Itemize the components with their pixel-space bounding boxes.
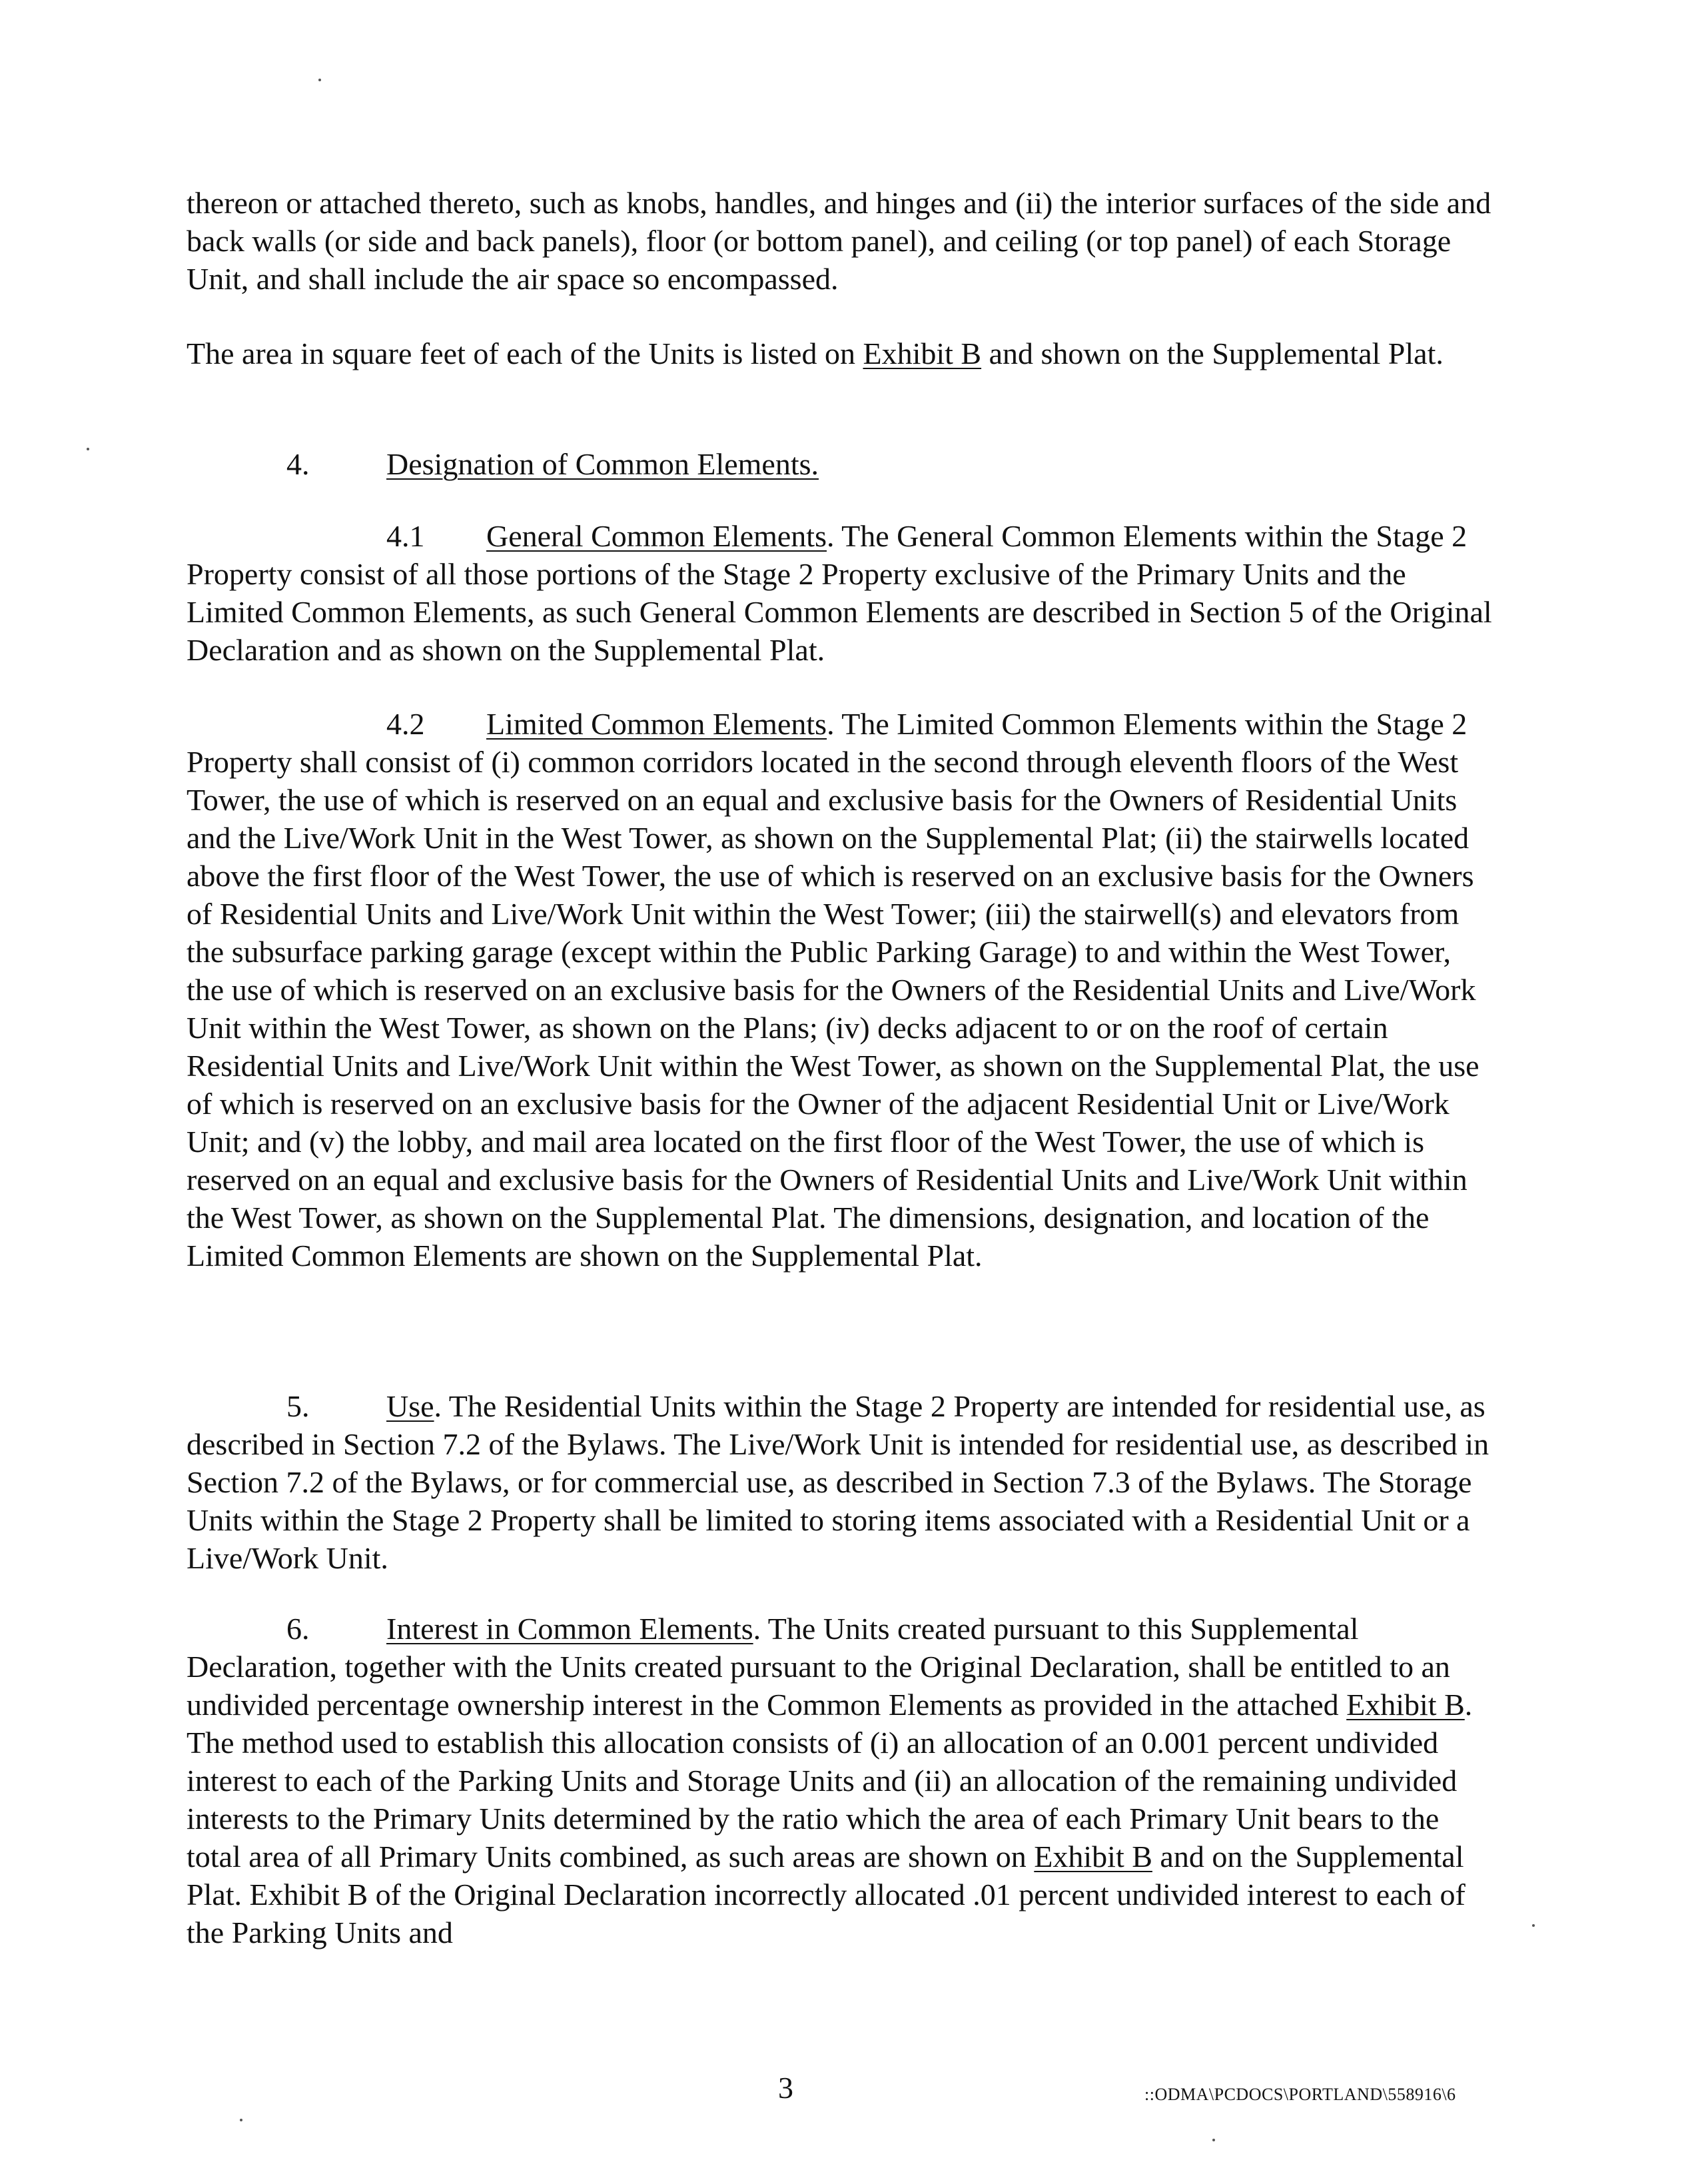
area-text-after: and shown on the Supplemental Plat. [981, 336, 1444, 370]
section-4-2-number: 4.2 [386, 707, 425, 741]
paragraph-area [187, 334, 1492, 372]
section-6-text-1: . The Units created pursuant to this Supplemental Declaration, together with the Units created pursuant to the Original Declaration, shall be entitled to an undivided percentage ownership interest in the Common Elements as provided in the attached [187, 1612, 1450, 1722]
section-5 [187, 1387, 1492, 1577]
page-number: 3 [778, 2071, 793, 2105]
section-5-text: . The Residential Units within the Stage 2 Property are intended for residential use, as described in Section 7.2 of the Bylaws. The Live/Work Unit is intended for residential use, as described in Section 7.2 of the Bylaws, or for commercial use, as described in Section 7.3 of the Bylaws. The Storage Units within the Stage 2 Property shall be limited to storing items associated with a Residential Unit or a Live/Work Unit. [187, 1389, 1489, 1575]
document-code: ::ODMA\PCDOCS\PORTLAND\558916\6 [1144, 2085, 1456, 2104]
section-4-2 [187, 705, 1492, 1275]
section-6-text-3: and on the Supplemental Plat. Exhibit B of the Original Declaration incorrectly allocated .01 percent undivided interest to each of the Parking Units and [187, 1840, 1466, 1949]
section-6-exhibit-b-link-2: Exhibit B [1034, 1840, 1152, 1874]
section-4-1-title: General Common Elements [486, 519, 827, 553]
area-text-before: The area in square feet of each of the Units is listed on [187, 336, 863, 370]
section-4-number: 4. [286, 447, 310, 481]
section-4-2-title: Limited Common Elements [486, 707, 827, 741]
scan-speck [318, 79, 321, 81]
paragraph-intro-text: thereon or attached thereto, such as knobs, handles, and hinges and (ii) the interior surfaces of the side and back walls (or side and back panels), floor (or bottom panel), and ceiling (or top panel) of each Storage Unit, and shall include the air space so encompassed. [187, 186, 1491, 296]
section-4-1 [187, 517, 1492, 669]
section-6-text-2: . The method used to establish this allocation consists of (i) an allocation of an 0.001 percent undivided interest to each of the Parking Units and Storage Units and (ii) an allocation of the remaining undivided interests to the Primary Units determined by the ratio which the area of each Primary Unit bears to the total area of all Primary Units combined, as such areas are shown on [187, 1688, 1473, 1874]
section-4-heading [286, 445, 1492, 483]
section-4-1-number: 4.1 [386, 519, 425, 553]
scan-speck [1212, 2139, 1215, 2141]
scan-speck [1532, 1924, 1535, 1927]
section-6-title: Interest in Common Elements [386, 1612, 753, 1646]
section-4-title: Designation of Common Elements. [386, 447, 819, 481]
section-4-2-text: . The Limited Common Elements within the Stage 2 Property shall consist of (i) common corridors located in the second through eleventh floors of the West Tower, the use of which is reserved on an equal and exclusive basis for the Owners of Residential Units and the Live/Work Unit in the West Tower, as shown on the Supplemental Plat; (ii) the stairwells located above the first floor of the West Tower, the use of which is reserved on an exclusive basis for the Owners of Residential Units and Live/Work Unit within the West Tower; (iii) the stairwell(s) and elevators from the subsurface parking garage (except within the Public Parking Garage) to and within the West Tower, the use of which is reserved on an exclusive basis for the Owners of the Residential Units and Live/Work Unit within the West Tower, as shown on the Plans; (iv) decks adjacent to or on the roof of certain Residential Units and Live/Work Unit within the West Tower, as shown on the Supplemental Plat, the use of which is reserved on an exclusive basis for the Owner of the adjacent Residential Unit or Live/Work Unit; and (v) the lobby, and mail area located on the first floor of the West Tower, the use of which is reserved on an equal and exclusive basis for the Owners of Residential Units and Live/Work Unit within the West Tower, as shown on the Supplemental Plat. The dimensions, designation, and location of the Limited Common Elements are shown on the Supplemental Plat. [187, 707, 1479, 1273]
section-5-title: Use [386, 1389, 434, 1423]
section-5-number: 5. [286, 1389, 310, 1423]
section-6 [187, 1610, 1492, 1951]
section-6-exhibit-b-link-1: Exhibit B [1346, 1688, 1465, 1722]
section-4-1-text: . The General Common Elements within the Stage 2 Property consist of all those portions of the Stage 2 Property exclusive of the Primary Units and the Limited Common Elements, as such General Common Elements are described in Section 5 of the Original Declaration and as shown on the Supplemental Plat. [187, 519, 1492, 667]
exhibit-b-reference: Exhibit B [863, 336, 982, 370]
paragraph-intro [187, 184, 1492, 298]
scan-speck [240, 2119, 242, 2121]
section-6-number: 6. [286, 1612, 310, 1646]
scan-speck [87, 448, 89, 450]
